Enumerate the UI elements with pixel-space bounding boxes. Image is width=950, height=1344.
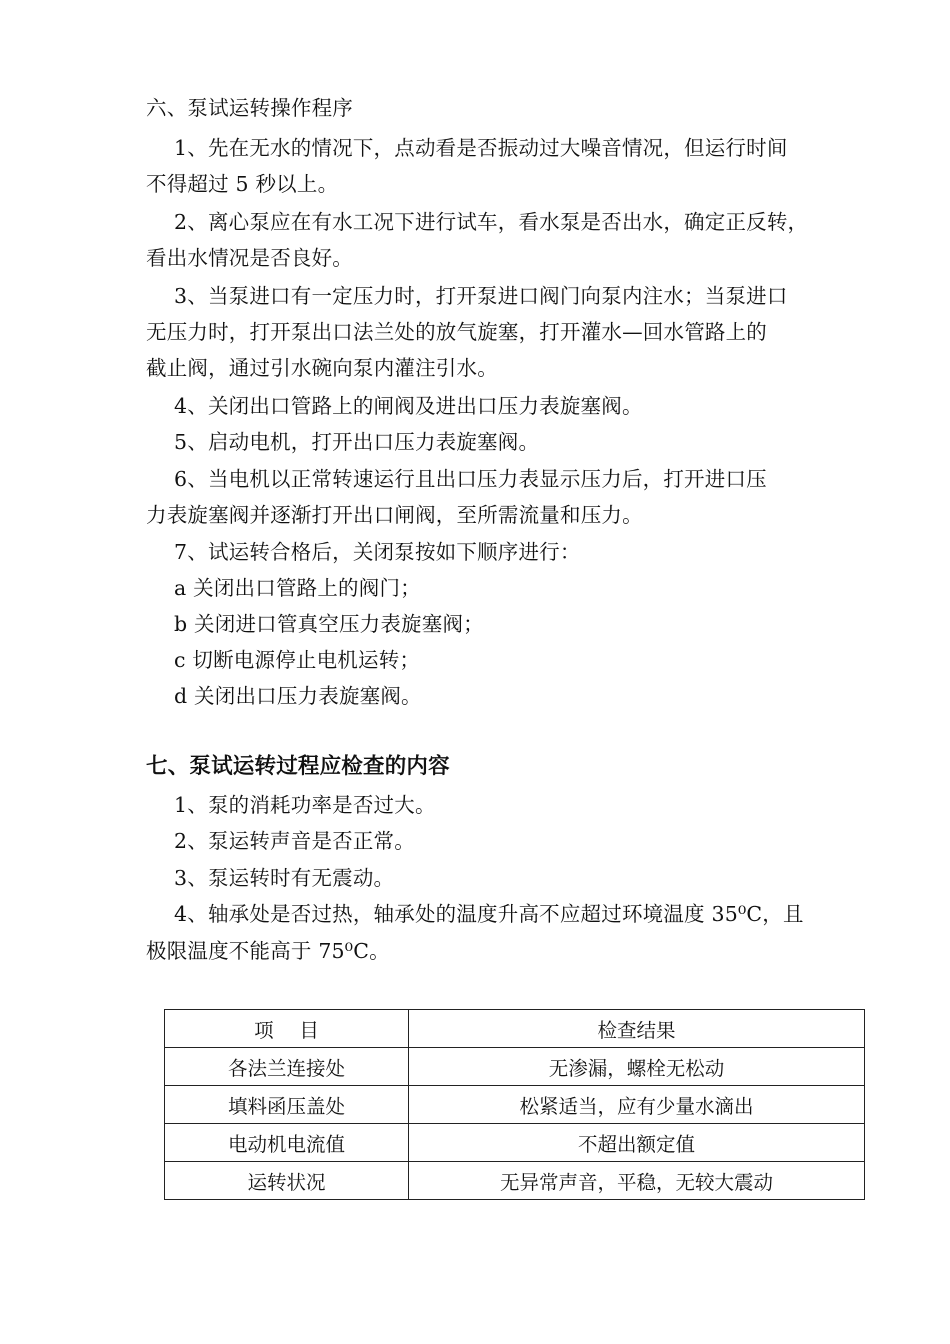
step-3-line-1: 3、当泵进口有一定压力时，打开泵进口阀门向泵内注水；当泵进口 — [174, 284, 788, 308]
step-4: 4、关闭出口管路上的闸阀及进出口压力表旋塞阀。 — [174, 394, 643, 418]
step-6-line-2: 力表旋塞阀并逐渐打开出口闸阀，至所需流量和压力。 — [146, 503, 643, 527]
table-cell: 无渗漏，螺栓无松动 — [409, 1048, 865, 1086]
table-row — [165, 1162, 865, 1200]
check-item-4-line-1: 4、轴承处是否过热，轴承处的温度升高不应超过环境温度 35⁰C，且 — [174, 902, 804, 926]
sub-step-a: a 关闭出口管路上的阀门； — [174, 576, 421, 600]
check-item-4-line-2: 极限温度不能高于 75⁰C。 — [146, 939, 390, 963]
table-cell: 电动机电流值 — [165, 1124, 409, 1162]
sub-step-c: c 切断电源停止电机运转； — [174, 648, 421, 672]
table-cell: 无异常声音，平稳，无较大震动 — [409, 1162, 865, 1200]
check-item-2: 2、泵运转声音是否正常。 — [174, 829, 415, 853]
table-cell: 填料函压盖处 — [165, 1086, 409, 1124]
step-3-line-2: 无压力时，打开泵出口法兰处的放气旋塞，打开灌水—回水管路上的 — [146, 320, 767, 344]
step-5: 5、启动电机，打开出口压力表旋塞阀。 — [174, 430, 540, 454]
step-1-line-1: 1、先在无水的情况下，点动看是否振动过大噪音情况，但运行时间 — [174, 136, 788, 160]
step-2-line-1: 2、离心泵应在有水工况下进行试车，看水泵是否出水，确定正反转， — [174, 210, 809, 234]
step-1-line-2: 不得超过 5 秒以上。 — [146, 172, 339, 196]
step-2-line-2: 看出水情况是否良好。 — [146, 246, 353, 270]
table-cell: 运转状况 — [165, 1162, 409, 1200]
table-row — [165, 1124, 865, 1162]
header-item: 项 目 — [165, 1010, 409, 1048]
table-cell: 不超出额定值 — [409, 1124, 865, 1162]
section-6-heading: 六、泵试运转操作程序 — [146, 96, 353, 120]
table-cell: 各法兰连接处 — [165, 1048, 409, 1086]
check-item-1: 1、泵的消耗功率是否过大。 — [174, 793, 436, 817]
sub-step-d: d 关闭出口压力表旋塞阀。 — [174, 684, 422, 708]
table-header-row — [165, 1010, 865, 1048]
table-row — [165, 1048, 865, 1086]
table-row — [165, 1086, 865, 1124]
step-6-line-1: 6、当电机以正常转速运行且出口压力表显示压力后，打开进口压 — [174, 467, 767, 491]
header-result: 检查结果 — [409, 1010, 865, 1048]
sub-step-b: b 关闭进口管真空压力表旋塞阀； — [174, 612, 484, 636]
check-item-3: 3、泵运转时有无震动。 — [174, 866, 395, 890]
step-3-line-3: 截止阀，通过引水碗向泵内灌注引水。 — [146, 356, 498, 380]
step-7: 7、试运转合格后，关闭泵按如下顺序进行： — [174, 540, 581, 564]
section-7-heading: 七、泵试运转过程应检查的内容 — [146, 754, 450, 779]
table-cell: 松紧适当，应有少量水滴出 — [409, 1086, 865, 1124]
inspection-table — [164, 1009, 865, 1200]
